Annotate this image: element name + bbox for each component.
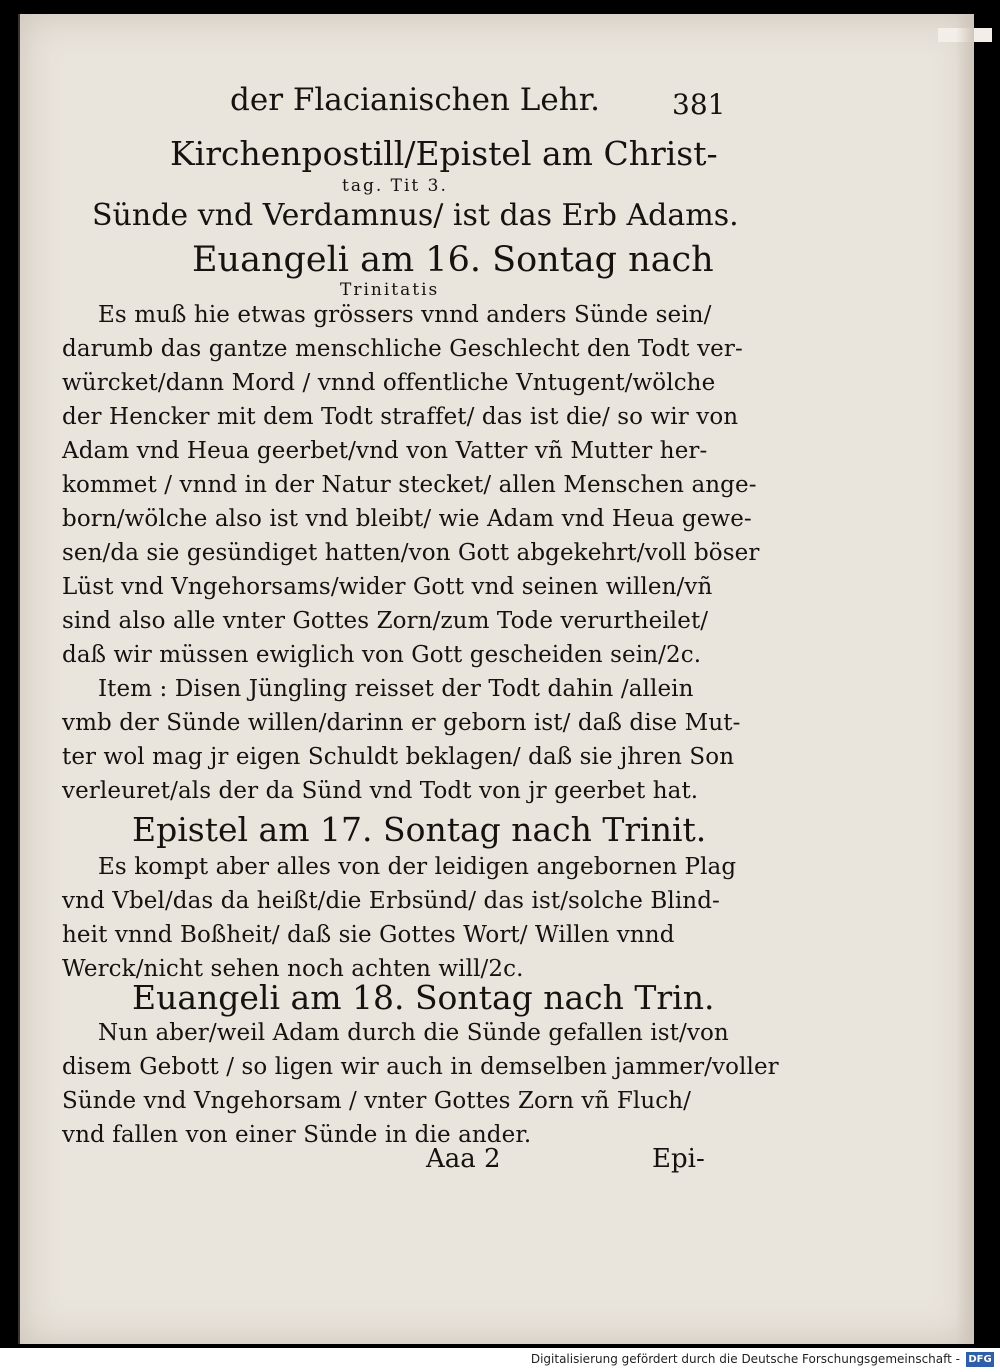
signature-mark: Aaa 2 bbox=[426, 1144, 501, 1174]
text-line: sen/da sie gesündiget hatten/von Gott abgekehrt/voll böser bbox=[62, 540, 760, 566]
text-line: der Hencker mit dem Todt straffet/ das ist die/ so wir von bbox=[62, 404, 739, 430]
footer-credit: Digitalisierung gefördert durch die Deutsche Forschungsgemeinschaft - bbox=[530, 1352, 960, 1366]
dfg-logo: DFG bbox=[966, 1352, 994, 1367]
text-line: disem Gebott / so ligen wir auch in demselben jammer/voller bbox=[62, 1054, 779, 1080]
footer-bar bbox=[0, 1348, 1000, 1372]
text-line: verleuret/als der da Sünd vnd Todt von jr geerbet hat. bbox=[62, 778, 699, 804]
heading-euangeli-16: Euangeli am 16. Sontag nach bbox=[192, 240, 714, 280]
heading-epistel-17: Epistel am 17. Sontag nach Trinit. bbox=[132, 810, 707, 849]
text-line: ter wol mag jr eigen Schuldt beklagen/ daß sie jhren Son bbox=[62, 744, 735, 770]
text-line: Es kompt aber alles von der leidigen angebornen Plag bbox=[98, 854, 737, 880]
text-line: heit vnnd Boßheit/ daß sie Gottes Wort/ Willen vnnd bbox=[62, 922, 675, 948]
text-line: Werck/nicht sehen noch achten will/2c. bbox=[62, 956, 524, 982]
text-line: Sünde vnd Vngehorsam / vnter Gottes Zorn vñ Fluch/ bbox=[62, 1088, 692, 1114]
catchword: Epi- bbox=[652, 1144, 705, 1174]
text-line: Adam vnd Heua geerbet/vnd von Vatter vñ Mutter her- bbox=[62, 438, 708, 464]
heading-kirchenpostill: Kirchenpostill/Epistel am Christ- bbox=[170, 134, 718, 173]
page-corner bbox=[938, 28, 992, 42]
text-line: darumb das gantze menschliche Geschlecht den Todt ver- bbox=[62, 336, 743, 362]
text-line: Nun aber/weil Adam durch die Sünde gefallen ist/von bbox=[98, 1020, 729, 1046]
heading-euangeli-18: Euangeli am 18. Sontag nach Trin. bbox=[132, 978, 715, 1017]
text-line: born/wölche also ist vnd bleibt/ wie Adam vnd Heua gewe- bbox=[62, 506, 752, 532]
text-line: vmb der Sünde willen/darinn er geborn ist/ daß dise Mut- bbox=[62, 710, 741, 736]
text-line: Es muß hie etwas grössers vnnd anders Sünde sein/ bbox=[98, 302, 712, 328]
text-line: vnd fallen von einer Sünde in die ander. bbox=[62, 1122, 532, 1148]
text-line: kommet / vnnd in der Natur stecket/ allen Menschen ange- bbox=[62, 472, 757, 498]
text-line: daß wir müssen ewiglich von Gott gescheiden sein/2c. bbox=[62, 642, 702, 668]
text-line: würcket/dann Mord / vnnd offentliche Vntugent/wölche bbox=[62, 370, 716, 396]
book-page bbox=[18, 14, 974, 1344]
text-line: vnd Vbel/das da heißt/die Erbsünd/ das ist/solche Blind- bbox=[62, 888, 720, 914]
line-erb-adams: Sünde vnd Verdamnus/ ist das Erb Adams. bbox=[92, 198, 739, 233]
heading-kirchenpostill-sub: tag. Tit 3. bbox=[342, 176, 448, 196]
text-line: Lüst vnd Vngehorsams/wider Gott vnd seinen willen/vñ bbox=[62, 574, 713, 600]
running-head: der Flacianischen Lehr. bbox=[230, 82, 600, 118]
folio-number: 381 bbox=[672, 88, 726, 121]
text-line: sind also alle vnter Gottes Zorn/zum Tode verurtheilet/ bbox=[62, 608, 709, 634]
text-line: Item : Disen Jüngling reisset der Todt dahin /allein bbox=[98, 676, 694, 702]
heading-euangeli-16-sub: Trinitatis bbox=[340, 280, 440, 300]
